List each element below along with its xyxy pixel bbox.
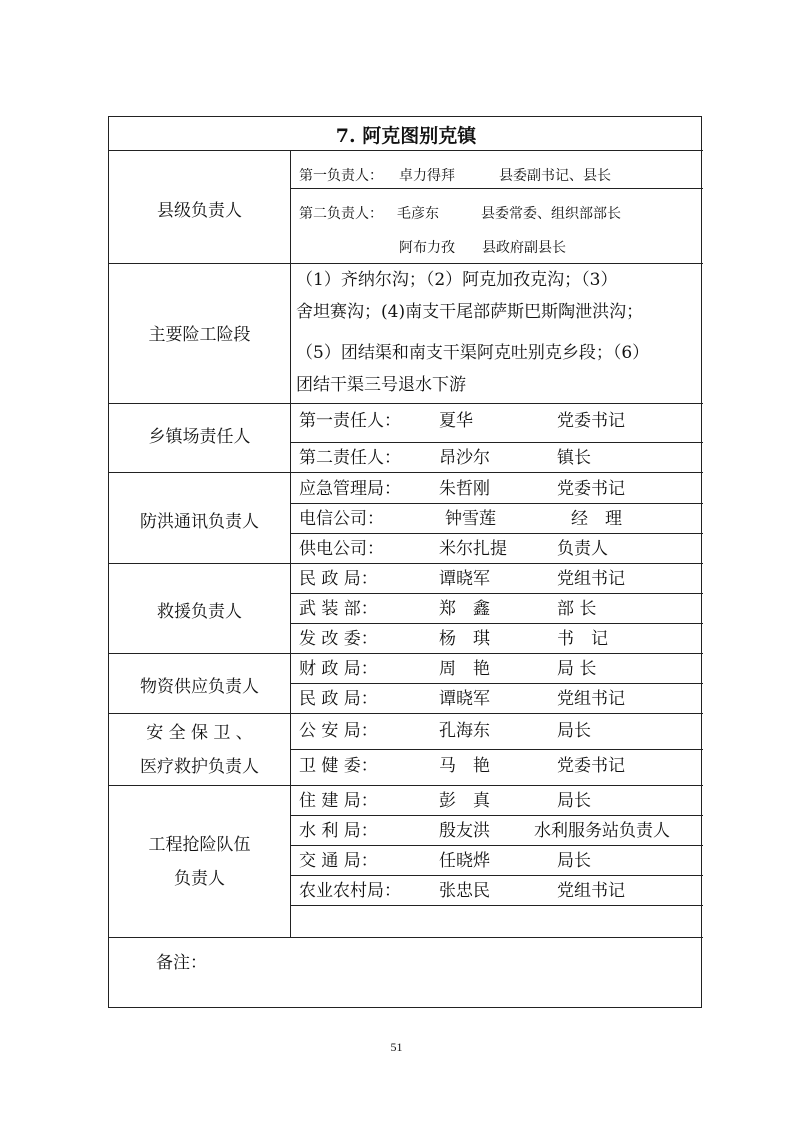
engineering-name: 彭 真 xyxy=(439,791,490,811)
supply-label: 物资供应负责人 xyxy=(140,677,259,697)
divider xyxy=(290,749,703,750)
divider xyxy=(109,403,703,404)
county-third-name: 阿布力孜 xyxy=(399,240,455,256)
township-title: 镇长 xyxy=(557,448,591,468)
rescue-title: 党组书记 xyxy=(557,569,625,589)
engineering-label: 负责人 xyxy=(174,869,225,889)
rescue-title: 部 长 xyxy=(557,599,597,619)
supply-unit: 民 政 局： xyxy=(299,689,378,709)
county-second-title: 县委常委、组织部部长 xyxy=(481,206,621,222)
divider xyxy=(109,150,703,151)
dangerous-sections-line: 舍坦赛沟；(4)南支干尾部萨斯巴斯陶泄洪沟； xyxy=(296,302,644,322)
security-label: 安 全 保 卫 、 xyxy=(146,723,253,743)
divider xyxy=(109,563,703,564)
engineering-title: 水利服务站负责人 xyxy=(534,821,670,841)
engineering-name: 张忠民 xyxy=(439,881,490,901)
divider xyxy=(290,845,703,846)
divider xyxy=(290,442,703,443)
security-unit: 卫 健 委： xyxy=(299,756,378,776)
rescue-name: 谭晓军 xyxy=(439,569,490,589)
divider xyxy=(290,503,703,504)
divider xyxy=(109,937,703,938)
divider xyxy=(290,533,703,534)
rescue-unit: 武 装 部： xyxy=(299,599,378,619)
divider xyxy=(290,683,703,684)
communication-unit: 电信公司： xyxy=(299,509,384,529)
engineering-title: 局长 xyxy=(557,851,591,871)
security-label: 医疗救护负责人 xyxy=(140,757,259,777)
township-name: 昂沙尔 xyxy=(439,448,490,468)
township-name: 夏华 xyxy=(439,411,473,431)
security-name: 马 艳 xyxy=(439,756,490,776)
divider xyxy=(290,188,703,189)
rescue-unit: 发 改 委： xyxy=(299,629,378,649)
engineering-title: 党组书记 xyxy=(557,881,625,901)
divider xyxy=(109,263,703,264)
divider xyxy=(290,593,703,594)
communication-name: 米尔扎提 xyxy=(439,539,507,559)
engineering-label: 工程抢险队伍 xyxy=(148,835,251,855)
remarks-label: 备注： xyxy=(156,953,207,973)
security-name: 孔海东 xyxy=(439,721,490,741)
engineering-unit: 交 通 局： xyxy=(299,851,378,871)
communication-name: 钟雪莲 xyxy=(445,509,496,529)
county-second-role: 第二负责人： xyxy=(299,206,383,222)
supply-unit: 财 政 局： xyxy=(299,659,378,679)
divider xyxy=(109,653,703,654)
engineering-unit: 农业农村局： xyxy=(299,881,401,901)
county-first-role: 第一负责人： xyxy=(299,168,383,184)
security-title: 局长 xyxy=(557,721,591,741)
township-leaders-label: 乡镇场责任人 xyxy=(148,427,251,447)
communication-label: 防洪通讯负责人 xyxy=(140,512,259,532)
dangerous-sections-line: 团结干渠三号退水下游 xyxy=(296,375,466,395)
communication-unit: 供电公司： xyxy=(299,539,384,559)
engineering-name: 任晓烨 xyxy=(439,851,490,871)
rescue-name: 郑 鑫 xyxy=(439,599,490,619)
divider xyxy=(109,713,703,714)
divider xyxy=(109,785,703,786)
divider xyxy=(109,472,703,473)
supply-name: 周 艳 xyxy=(439,659,490,679)
rescue-unit: 民 政 局： xyxy=(299,569,378,589)
divider xyxy=(290,623,703,624)
township-unit: 第二责任人： xyxy=(299,448,401,468)
column-divider xyxy=(290,150,291,937)
county-third-title: 县政府副县长 xyxy=(482,240,566,256)
engineering-unit: 水 利 局： xyxy=(299,821,378,841)
rescue-title: 书 记 xyxy=(557,629,608,649)
security-title: 党委书记 xyxy=(557,756,625,776)
divider xyxy=(290,875,703,876)
township-unit: 第一责任人： xyxy=(299,411,401,431)
communication-title: 负责人 xyxy=(557,539,608,559)
table-title: 7. 阿克图别克镇 xyxy=(335,125,477,147)
rescue-label: 救援负责人 xyxy=(157,602,242,622)
county-first-title: 县委副书记、县长 xyxy=(499,168,611,184)
county-first-name: 卓力得拜 xyxy=(399,168,455,184)
divider xyxy=(290,905,703,906)
engineering-unit: 住 建 局： xyxy=(299,791,378,811)
engineering-name: 殷友洪 xyxy=(439,821,490,841)
county-leaders-label: 县级负责人 xyxy=(157,201,242,221)
township-title: 党委书记 xyxy=(557,411,625,431)
security-unit: 公 安 局： xyxy=(299,721,378,741)
rescue-name: 杨 琪 xyxy=(439,629,490,649)
engineering-title: 局长 xyxy=(557,791,591,811)
communication-name: 朱哲刚 xyxy=(439,479,490,499)
responsibility-table xyxy=(108,116,702,1008)
page-number: 51 xyxy=(390,1040,403,1054)
communication-unit: 应急管理局： xyxy=(299,479,401,499)
supply-title: 局 长 xyxy=(557,659,597,679)
supply-title: 党组书记 xyxy=(557,689,625,709)
dangerous-sections-line: （5）团结渠和南支干渠阿克吐别克乡段；（6） xyxy=(296,343,650,363)
divider xyxy=(290,815,703,816)
communication-title: 党委书记 xyxy=(557,479,625,499)
county-second-name: 毛彦东 xyxy=(397,206,439,222)
dangerous-sections-label: 主要险工险段 xyxy=(148,325,251,345)
communication-title: 经 理 xyxy=(571,509,622,529)
supply-name: 谭晓军 xyxy=(439,689,490,709)
dangerous-sections-line: （1）齐纳尔沟；（2）阿克加孜克沟；（3） xyxy=(296,270,618,290)
